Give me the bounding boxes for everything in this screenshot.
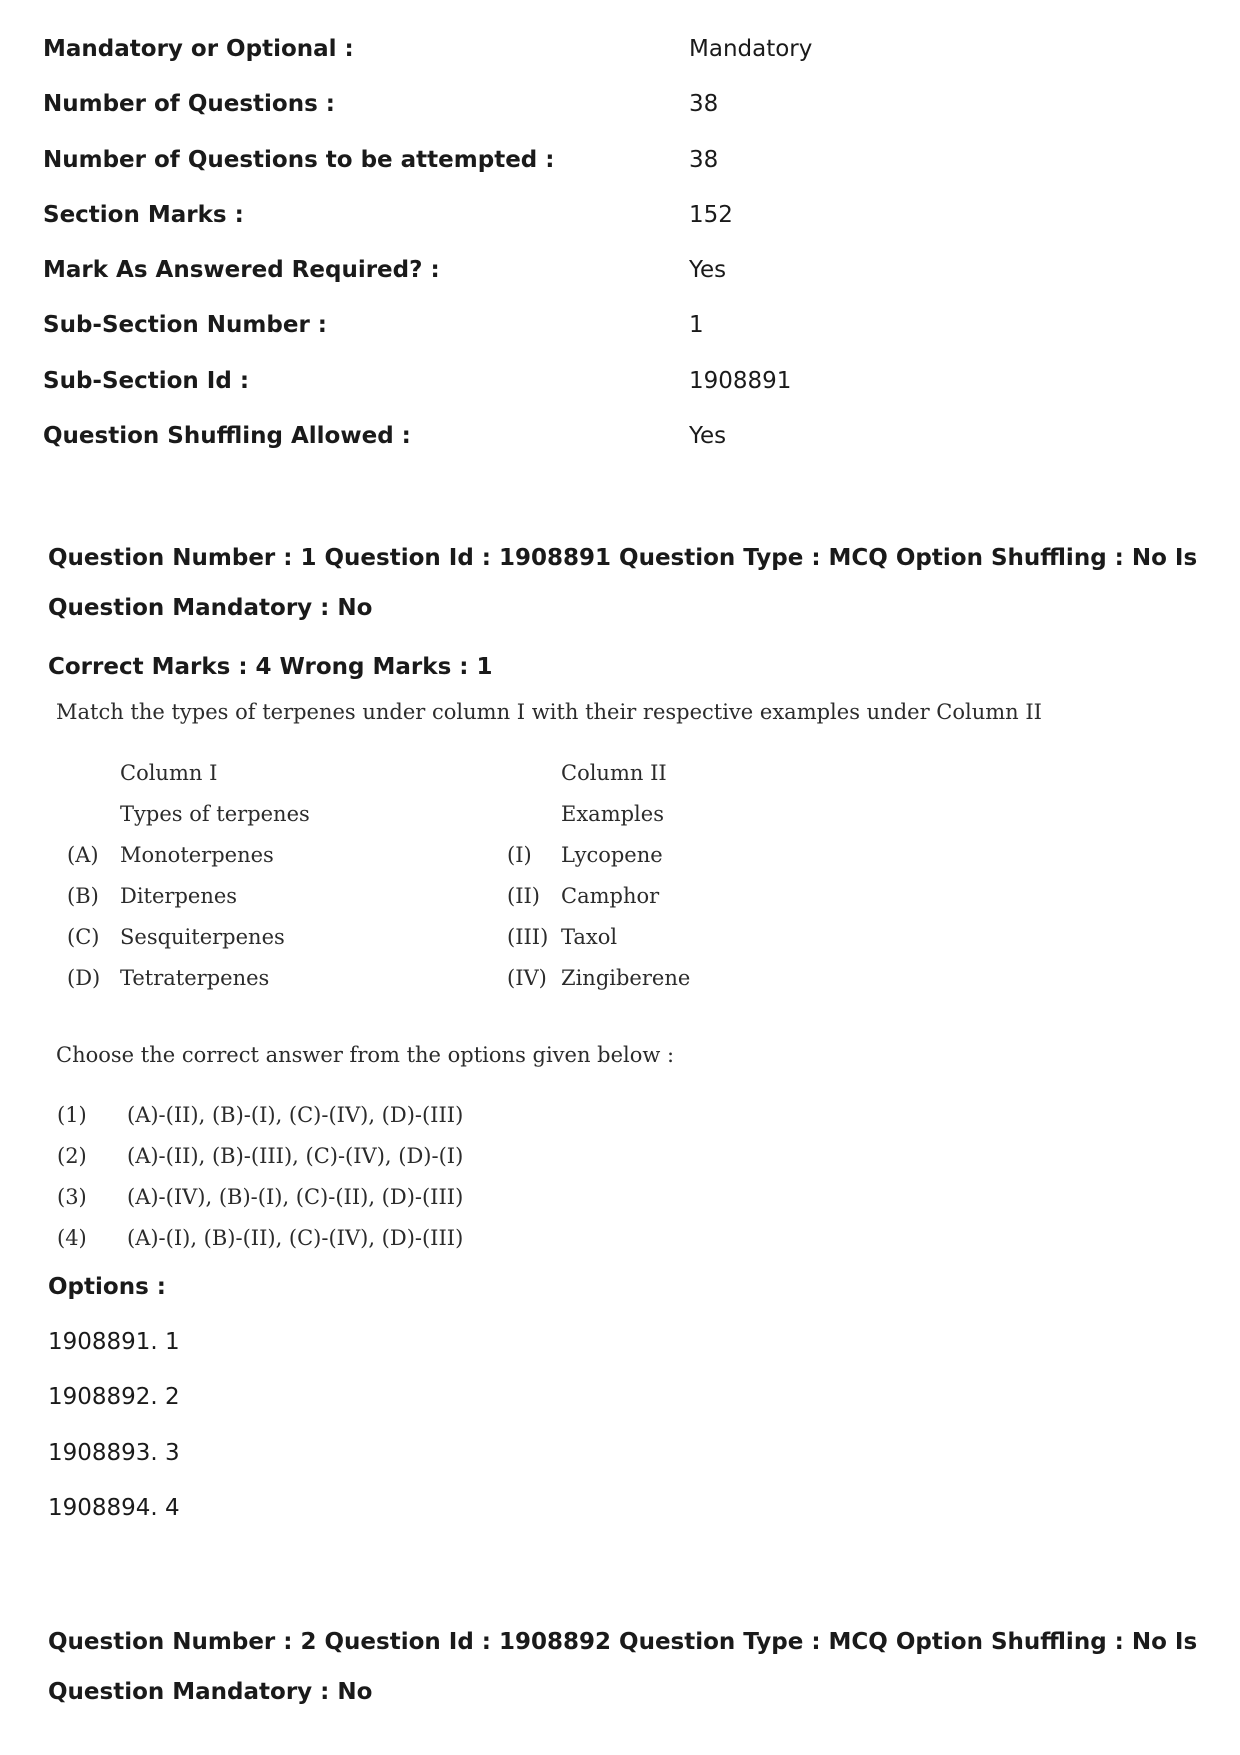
info-row [43, 423, 1193, 478]
column-1-label: (A) [67, 843, 99, 867]
options-label: Options : [48, 1274, 166, 1300]
info-value: Yes [689, 257, 727, 284]
column-2-label: (IV) [507, 966, 547, 990]
info-key: Mark As Answered Required? : [43, 257, 440, 284]
column-1-label: (C) [67, 925, 100, 949]
column-2-subtitle: Examples [561, 802, 664, 826]
column-1-text: Monoterpenes [120, 843, 274, 867]
choice-number: (4) [57, 1226, 87, 1250]
option-item: 1908891. 1 [48, 1329, 180, 1355]
info-key: Mandatory or Optional : [43, 36, 354, 62]
question-header-line: Question Number : 1 Question Id : 1908891 Question Type : MCQ Option Shuffling : No Is [48, 545, 1198, 571]
info-key: Number of Questions to be attempted : [43, 146, 555, 173]
info-row [43, 36, 1193, 91]
match-row [56, 884, 756, 925]
column-2-label: (III) [507, 925, 549, 949]
choice-number: (2) [57, 1144, 87, 1168]
question-2-header [48, 1617, 1208, 1717]
column-2-text: Camphor [561, 884, 660, 908]
match-table [56, 761, 756, 1007]
column-1-label: (D) [67, 966, 101, 990]
info-key: Number of Questions : [43, 91, 335, 118]
column-1-subtitle: Types of terpenes [120, 802, 310, 826]
info-key: Sub-Section Id : [43, 367, 250, 394]
column-2-text: Taxol [561, 925, 618, 949]
choice-text: (A)-(II), (B)-(III), (C)-(IV), (D)-(I) [127, 1144, 464, 1168]
info-key: Question Shuffling Allowed : [43, 423, 411, 450]
column-1-title: Column I [120, 761, 218, 785]
column-1-text: Tetraterpenes [120, 966, 270, 990]
info-row [43, 147, 1193, 202]
column-1-label: (B) [67, 884, 99, 908]
column-2-label: (II) [507, 884, 540, 908]
info-value: 38 [689, 91, 719, 118]
match-header-row [56, 761, 756, 802]
choose-instruction: Choose the correct answer from the options given below : [56, 1043, 675, 1067]
info-value: 1908891 [689, 367, 792, 394]
option-item: 1908892. 2 [48, 1384, 180, 1411]
info-value: 38 [689, 146, 719, 173]
column-1-text: Diterpenes [120, 884, 238, 908]
column-2-label: (I) [507, 843, 532, 867]
info-row [43, 368, 1193, 423]
choice-number: (1) [57, 1103, 87, 1127]
info-value: Yes [689, 423, 727, 450]
column-1-text: Sesquiterpenes [120, 925, 285, 949]
question-header-line: Question Mandatory : No [48, 595, 373, 621]
question-header-line: Question Number : 2 Question Id : 1908892 Question Type : MCQ Option Shuffling : No Is [48, 1629, 1198, 1655]
section-info [43, 36, 1193, 478]
info-value: 152 [689, 201, 733, 228]
match-row [56, 843, 756, 884]
question-1-header [48, 533, 1208, 633]
column-2-text: Lycopene [561, 843, 663, 867]
match-row [56, 966, 756, 1007]
choice-text: (A)-(II), (B)-(I), (C)-(IV), (D)-(III) [127, 1103, 464, 1127]
choice-text: (A)-(I), (B)-(II), (C)-(IV), (D)-(III) [127, 1226, 464, 1250]
column-2-title: Column II [561, 761, 667, 785]
info-row [43, 202, 1193, 257]
info-key: Section Marks : [43, 201, 244, 228]
question-1-marks: Correct Marks : 4 Wrong Marks : 1 [48, 654, 493, 680]
choice-text: (A)-(IV), (B)-(I), (C)-(II), (D)-(III) [127, 1185, 464, 1209]
info-row [43, 91, 1193, 146]
question-header-line: Question Mandatory : No [48, 1679, 373, 1705]
info-value: 1 [689, 312, 704, 339]
column-2-text: Zingiberene [561, 966, 691, 990]
choice-number: (3) [57, 1185, 87, 1209]
info-row [43, 312, 1193, 367]
info-key: Sub-Section Number : [43, 312, 328, 339]
options-list [48, 1329, 180, 1550]
option-item: 1908894. 4 [48, 1494, 180, 1521]
match-subheader-row [56, 802, 756, 843]
info-value: Mandatory [689, 36, 813, 62]
option-item: 1908893. 3 [48, 1439, 180, 1466]
info-row [43, 257, 1193, 312]
question-stem: Match the types of terpenes under column I with their respective examples under Column II [56, 700, 1042, 724]
match-row [56, 925, 756, 966]
